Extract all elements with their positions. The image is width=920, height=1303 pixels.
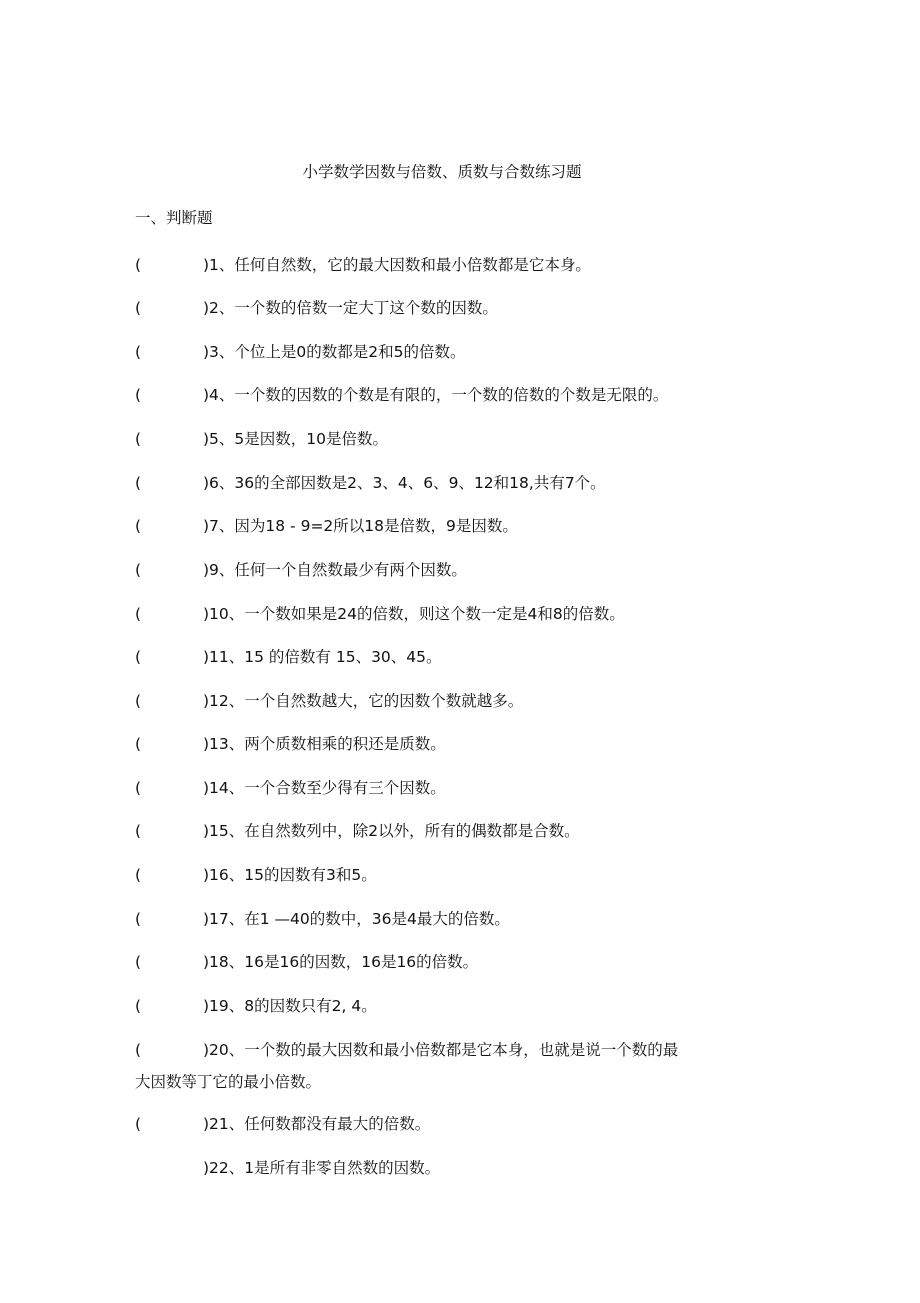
section-heading: 一、判断题 <box>135 209 213 227</box>
answer-paren: ( <box>135 386 142 404</box>
question-16 <box>135 864 755 886</box>
question-text: )7、因为18 - 9=2所以18是倍数，9是因数。 <box>203 517 518 535</box>
question-text: )3、个位上是0的数都是2和5的倍数。 <box>203 343 466 361</box>
question-text: )4、一个数的因数的个数是有限的，一个数的倍数的个数是无限的。 <box>203 386 669 404</box>
question-text: )1、任何自然数，它的最大因数和最小倍数都是它本身。 <box>203 256 591 274</box>
question-text: )16、15的因数有3和5。 <box>203 866 377 884</box>
answer-paren: ( <box>135 430 142 448</box>
question-20 <box>135 1039 755 1093</box>
question-14 <box>135 777 755 799</box>
answer-paren: ( <box>135 1041 142 1059</box>
question-text: )11、15 的倍数有 15、30、45。 <box>203 648 442 666</box>
question-text: )18、16是16的因数，16是16的倍数。 <box>203 953 479 971</box>
question-13 <box>135 733 755 755</box>
question-12 <box>135 690 755 712</box>
question-7 <box>135 515 755 537</box>
question-text: )17、在1 —40的数中，36是4最大的倍数。 <box>203 910 510 928</box>
question-11 <box>135 646 755 668</box>
question-1 <box>135 254 755 276</box>
question-3 <box>135 341 755 363</box>
question-21 <box>135 1113 755 1135</box>
question-text: )5、5是因数，10是倍数。 <box>203 430 388 448</box>
answer-paren: ( <box>135 474 142 492</box>
question-9 <box>135 559 755 581</box>
question-10 <box>135 603 755 625</box>
question-text: )9、任何一个自然数最少有两个因数。 <box>203 561 467 579</box>
question-18 <box>135 951 755 973</box>
question-text: )6、36的全部因数是2、3、4、6、9、12和18,共有7个。 <box>203 474 606 492</box>
question-text: )19、8的因数只有2, 4。 <box>203 997 377 1015</box>
document-title: 小学数学因数与倍数、质数与合数练习题 <box>302 163 582 181</box>
question-19 <box>135 995 755 1017</box>
answer-paren: ( <box>135 822 142 840</box>
question-text: )13、两个质数相乘的积还是质数。 <box>203 735 446 753</box>
question-2 <box>135 297 755 319</box>
answer-paren: ( <box>135 779 142 797</box>
answer-paren: ( <box>135 692 142 710</box>
answer-paren: ( <box>135 735 142 753</box>
question-text: )2、一个数的倍数一定大丁这个数的因数。 <box>203 299 498 317</box>
answer-paren: ( <box>135 561 142 579</box>
question-text: )15、在自然数列中，除2以外，所有的偶数都是合数。 <box>203 822 580 840</box>
question-text: )10、一个数如果是24的倍数，则这个数一定是4和8的倍数。 <box>203 605 625 623</box>
question-17 <box>135 908 755 930</box>
answer-paren: ( <box>135 866 142 884</box>
question-text: )22、1是所有非零自然数的因数。 <box>203 1159 441 1177</box>
answer-paren: ( <box>135 256 142 274</box>
question-text: )21、任何数都没有最大的倍数。 <box>203 1115 431 1133</box>
answer-paren: ( <box>135 517 142 535</box>
answer-paren: ( <box>135 299 142 317</box>
question-4 <box>135 384 755 406</box>
question-text: )14、一个合数至少得有三个因数。 <box>203 779 446 797</box>
question-text-continuation: 大因数等丁它的最小倍数。 <box>135 1073 322 1091</box>
answer-paren: ( <box>135 648 142 666</box>
question-text: )20、一个数的最大因数和最小倍数都是它本身，也就是说一个数的最 <box>203 1041 679 1059</box>
answer-paren: ( <box>135 953 142 971</box>
answer-paren: ( <box>135 910 142 928</box>
question-5 <box>135 428 755 450</box>
answer-paren: ( <box>135 605 142 623</box>
question-6 <box>135 472 755 494</box>
question-15 <box>135 820 755 842</box>
question-text: )12、一个自然数越大，它的因数个数就越多。 <box>203 692 524 710</box>
answer-paren: ( <box>135 1115 142 1133</box>
question-22 <box>135 1157 755 1179</box>
answer-paren: ( <box>135 997 142 1015</box>
answer-paren: ( <box>135 343 142 361</box>
